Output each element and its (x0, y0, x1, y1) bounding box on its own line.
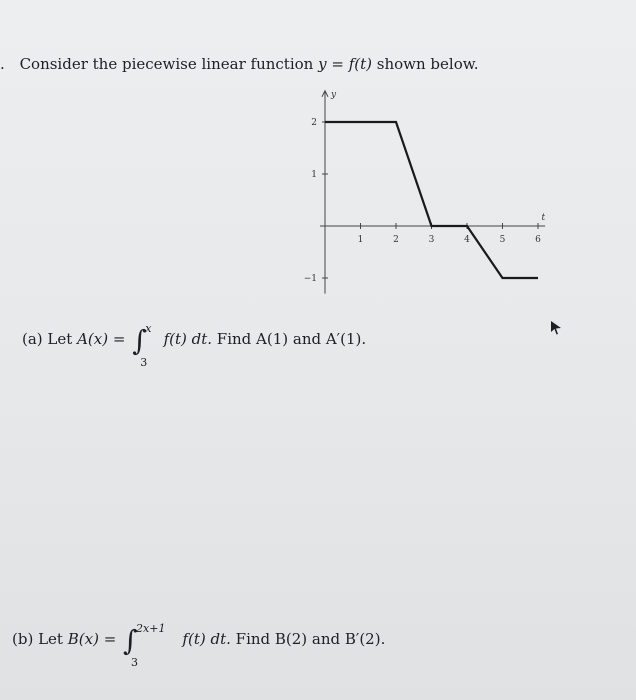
part-a-integrand: f(t) dt. (163, 330, 213, 348)
mouse-cursor-icon (549, 320, 563, 336)
y-tick-label: 2 (311, 118, 317, 128)
function-equation: y = f(t) (318, 55, 372, 73)
integral-sign: ∫ 2x+1 3 (123, 631, 138, 651)
lower-limit: 3 (140, 356, 148, 369)
x-tick-label: 2 (393, 235, 399, 245)
x-axis-label: t (541, 213, 546, 223)
x-tick-label: 5 (499, 235, 506, 245)
part-b (12, 622, 386, 669)
x-tick-label: 6 (535, 235, 541, 245)
part-b-task: Find B(2) and B′(2). (235, 630, 386, 648)
integral-sign: ∫ x 3 (132, 331, 147, 351)
y-axis-label: y (331, 89, 337, 100)
upper-limit: 2x+1 (136, 622, 166, 635)
part-b-lhs: B(x) = (67, 630, 117, 648)
part-a (22, 322, 367, 369)
y-tick-label: −1 (303, 274, 317, 284)
function-graph (290, 89, 560, 315)
part-a-task: Find A(1) and A′(1). (216, 330, 367, 348)
y-tick-label: 1 (311, 170, 317, 180)
upper-limit: x (145, 322, 152, 335)
lower-limit: 3 (131, 656, 139, 669)
problem-tail: shown below. (376, 55, 479, 73)
problem-intro (0, 55, 479, 73)
function-line (325, 122, 538, 278)
part-b-label: (b) Let (12, 630, 63, 648)
x-tick-label: 1 (357, 235, 364, 245)
x-tick-label: 3 (428, 235, 435, 245)
problem-bullet: . (0, 55, 5, 73)
part-a-label: (a) Let (22, 330, 73, 348)
part-a-lhs: A(x) = (77, 330, 126, 348)
part-b-integrand: f(t) dt. (182, 630, 231, 648)
x-tick-label: 4 (464, 235, 470, 245)
problem-lead: Consider the piecewise linear function (19, 55, 314, 73)
